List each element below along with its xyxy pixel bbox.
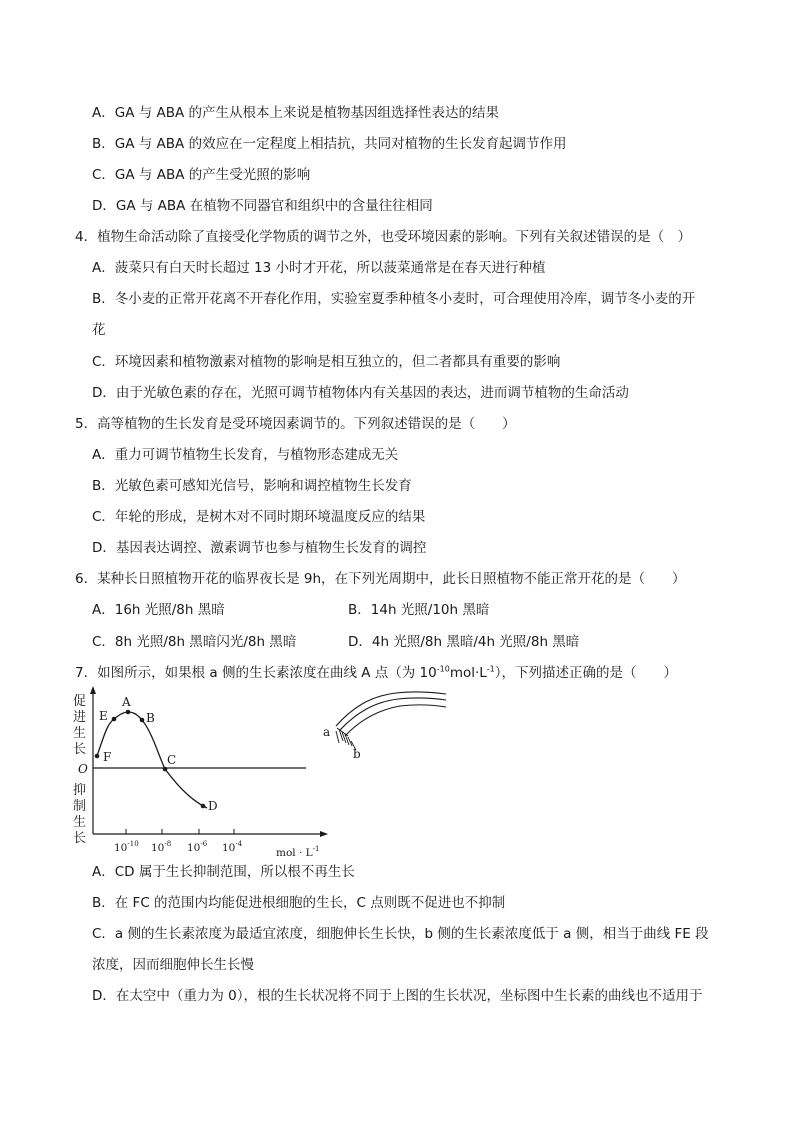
question-7-option-b: B．在 FC 的范围内均能促进根细胞的生长，C 点则既不促进也不抑制 [92, 895, 506, 911]
y-label-inhibit-2: 制 [73, 799, 87, 814]
question-4-option-a: A．菠菜只有白天时长超过 13 小时才开花，所以菠菜通常是在春天进行种植 [92, 260, 546, 276]
y-label-inhibit-3: 生 [73, 815, 87, 830]
bending-root-diagram [318, 688, 448, 768]
question-7-option-c: C．a 侧的生长素浓度为最适宜浓度，细胞伸长生长快，b 侧的生长素浓度低于 a 侧，相当于曲线 FE 段 [92, 926, 709, 942]
origin-label: O [78, 762, 88, 776]
x-tick-3: $10^{-6}$ [187, 840, 208, 854]
point-f [95, 754, 100, 759]
y-label-inhibit-4: 长 [73, 831, 87, 846]
label-c: C [167, 753, 177, 767]
label-e: E [99, 709, 108, 723]
root-label-a: a [323, 725, 331, 739]
question-7-stem: 7．如图所示，如果根 a 侧的生长素浓度在曲线 A 点（为 $10^{-10}mol\cdot L^{-1}$），下列描述正确的是（ ） [75, 664, 678, 681]
question-7-option-d: D．在太空中（重力为 0），根的生长状况将不同于上图的生长状况，坐标图中生长素的曲线也不适用于 [92, 988, 703, 1004]
y-label-promote-3: 生 [73, 726, 87, 741]
question-7-option-c-continued: 浓度，因而细胞伸长生长慢 [92, 957, 254, 973]
option-b: B．GA 与 ABA 的效应在一定程度上相拮抗，共同对植物的生长发育起调节作用 [92, 136, 567, 152]
x-tick-1: $10^{-10}$ [114, 840, 139, 854]
x-tick-4: $10^{-4}$ [222, 840, 243, 854]
point-e [112, 717, 117, 722]
label-b: B [146, 711, 155, 725]
option-c: C．GA 与 ABA 的产生受光照的影响 [92, 167, 311, 183]
question-6-option-c: C．8h 光照/8h 黑暗闪光/8h 黑暗 [92, 634, 297, 650]
option-a: A．GA 与 ABA 的产生从根本上来说是植物基因组选择性表达的结果 [92, 105, 500, 121]
root-label-b: b [353, 747, 361, 761]
x-axis-unit: mol · $L^{-1}$ [276, 845, 320, 859]
question-6-stem: 6．某种长日照植物开花的临界夜长是 9h，在下列光周期中，此长日照植物不能正常开花的是（ ） [75, 571, 686, 587]
question-5-option-c: C．年轮的形成，是树木对不同时期环境温度反应的结果 [92, 509, 426, 525]
point-c [163, 767, 168, 772]
question-5-option-b: B．光敏色素可感知光信号，影响和调控植物生长发育 [92, 478, 412, 494]
label-d: D [208, 799, 218, 813]
question-6-option-d: D．4h 光照/8h 黑暗/4h 光照/8h 黑暗 [348, 634, 580, 650]
y-label-inhibit-1: 抑 [73, 783, 87, 798]
question-5-stem: 5．高等植物的生长发育是受环境因素调节的。下列叙述错误的是（ ） [75, 416, 516, 432]
question-4-option-c: C．环境因素和植物激素对植物的影响是相互独立的，但二者都具有重要的影响 [92, 354, 561, 370]
point-b [140, 718, 145, 723]
question-6-option-b: B．14h 光照/10h 黑暗 [348, 602, 490, 618]
question-7-option-a: A．CD 属于生长抑制范围，所以根不再生长 [92, 864, 355, 880]
option-d: D．GA 与 ABA 在植物不同器官和组织中的含量往往相同 [92, 198, 433, 214]
auxin-response-graph [70, 684, 340, 862]
question-6-option-a: A．16h 光照/8h 黑暗 [92, 602, 225, 618]
label-a: A [122, 695, 131, 709]
y-label-promote-4: 长 [73, 742, 87, 757]
question-4-stem: 4．植物生命活动除了直接受化学物质的调节之外，也受环境因素的影响。下列有关叙述错误的是（ ） [75, 229, 692, 245]
question-4-option-b: B．冬小麦的正常开花离不开春化作用，实验室夏季种植冬小麦时，可合理使用冷库，调节冬小麦的开 [92, 291, 696, 307]
y-label-promote-1: 促 [73, 694, 87, 709]
point-a [126, 710, 131, 715]
question-5-option-d: D．基因表达调控、激素调节也参与植物生长发育的调控 [92, 540, 427, 556]
question-4-option-d: D．由于光敏色素的存在，光照可调节植物体内有关基因的表达，进而调节植物的生命活动 [92, 385, 629, 401]
point-d [201, 804, 206, 809]
label-f: F [103, 750, 112, 764]
question-5-option-a: A．重力可调节植物生长发育，与植物形态建成无关 [92, 447, 399, 463]
question-4-option-b-continued: 花 [92, 322, 106, 338]
y-label-promote-2: 进 [73, 710, 87, 725]
x-tick-2: $10^{-8}$ [151, 840, 172, 854]
